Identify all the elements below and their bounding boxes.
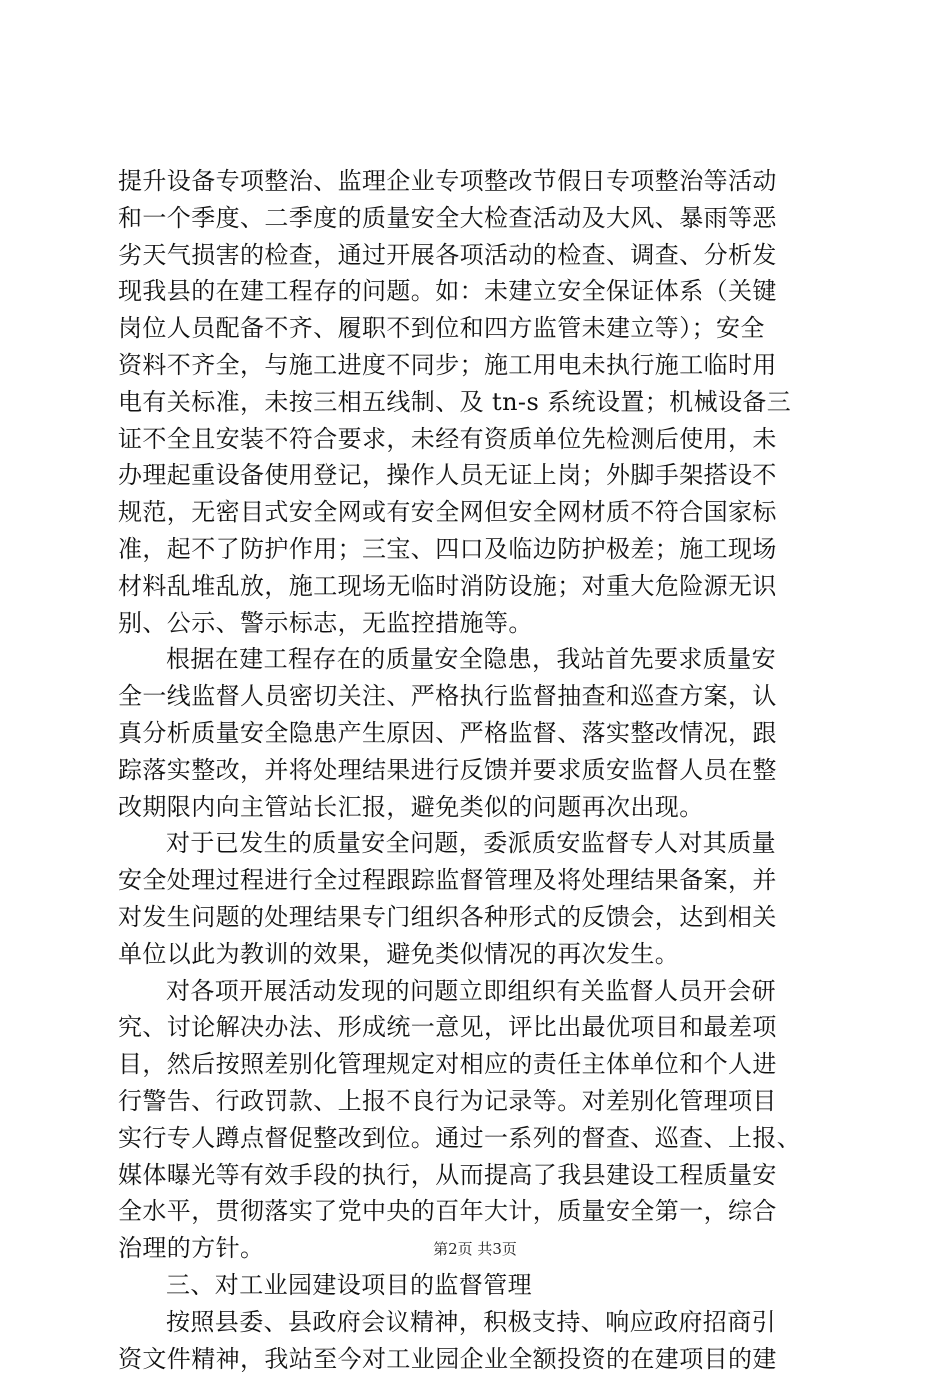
text-line: 三、对工业园建设项目的监督管理: [118, 1267, 838, 1304]
text-line: 电有关标准，未按三相五线制、及 tn-s 系统设置；机械设备三: [118, 384, 838, 421]
text-line: 别、公示、警示标志，无监控措施等。: [118, 605, 838, 642]
text-line: 资料不齐全，与施工进度不同步；施工用电未执行施工临时用: [118, 347, 838, 384]
text-line: 行警告、行政罚款、上报不良行为记录等。对差别化管理项目: [118, 1083, 838, 1120]
text-line: 对各项开展活动发现的问题立即组织有关监督人员开会研: [118, 973, 838, 1010]
text-line: 全水平，贯彻落实了党中央的百年大计，质量安全第一，综合: [118, 1193, 838, 1230]
text-line: 单位以此为教训的效果，避免类似情况的再次发生。: [118, 936, 838, 973]
text-line: 实行专人蹲点督促整改到位。通过一系列的督查、巡查、上报、: [118, 1120, 838, 1157]
text-line: 根据在建工程存在的质量安全隐患，我站首先要求质量安: [118, 641, 838, 678]
text-line: 全一线监督人员密切关注、严格执行监督抽查和巡查方案，认: [118, 678, 838, 715]
text-line: 目，然后按照差别化管理规定对相应的责任主体单位和个人进: [118, 1046, 838, 1083]
page-footer: 第2页 共3页: [0, 1238, 950, 1259]
text-line: 踪落实整改，并将处理结果进行反馈并要求质安监督人员在整: [118, 752, 838, 789]
text-line: 办理起重设备使用登记，操作人员无证上岗；外脚手架搭设不: [118, 457, 838, 494]
text-line: 证不全且安装不符合要求，未经有资质单位先检测后使用，未: [118, 421, 838, 458]
text-line: 究、讨论解决办法、形成统一意见，评比出最优项目和最差项: [118, 1009, 838, 1046]
text-line: 规范，无密目式安全网或有安全网但安全网材质不符合国家标: [118, 494, 838, 531]
text-line: 材料乱堆乱放，施工现场无临时消防设施；对重大危险源无识: [118, 568, 838, 605]
text-line: 现我县的在建工程存的问题。如：未建立安全保证体系（关键: [118, 273, 838, 310]
text-line: 和一个季度、二季度的质量安全大检查活动及大风、暴雨等恶: [118, 200, 838, 237]
text-line: 岗位人员配备不齐、履职不到位和四方监管未建立等）；安全: [118, 310, 838, 347]
text-line: 劣天气损害的检查，通过开展各项活动的检查、调查、分析发: [118, 237, 838, 274]
document-body: [118, 163, 838, 1377]
text-line: 媒体曝光等有效手段的执行，从而提高了我县建设工程质量安: [118, 1157, 838, 1194]
text-line: 改期限内向主管站长汇报，避免类似的问题再次出现。: [118, 789, 838, 826]
text-line: 安全处理过程进行全过程跟踪监督管理及将处理结果备案，并: [118, 862, 838, 899]
text-line: 真分析质量安全隐患产生原因、严格监督、落实整改情况，跟: [118, 715, 838, 752]
text-line: 对于已发生的质量安全问题，委派质安监督专人对其质量: [118, 825, 838, 862]
text-line: 准，起不了防护作用；三宝、四口及临边防护极差；施工现场: [118, 531, 838, 568]
text-line: 按照县委、县政府会议精神，积极支持、响应政府招商引: [118, 1304, 838, 1341]
text-line: 对发生问题的处理结果专门组织各种形式的反馈会，达到相关: [118, 899, 838, 936]
text-line: 提升设备专项整治、监理企业专项整改节假日专项整治等活动: [118, 163, 838, 200]
text-line: 资文件精神，我站至今对工业园企业全额投资的在建项目的建: [118, 1341, 838, 1377]
text-line: 治理的方针。: [118, 1230, 838, 1267]
